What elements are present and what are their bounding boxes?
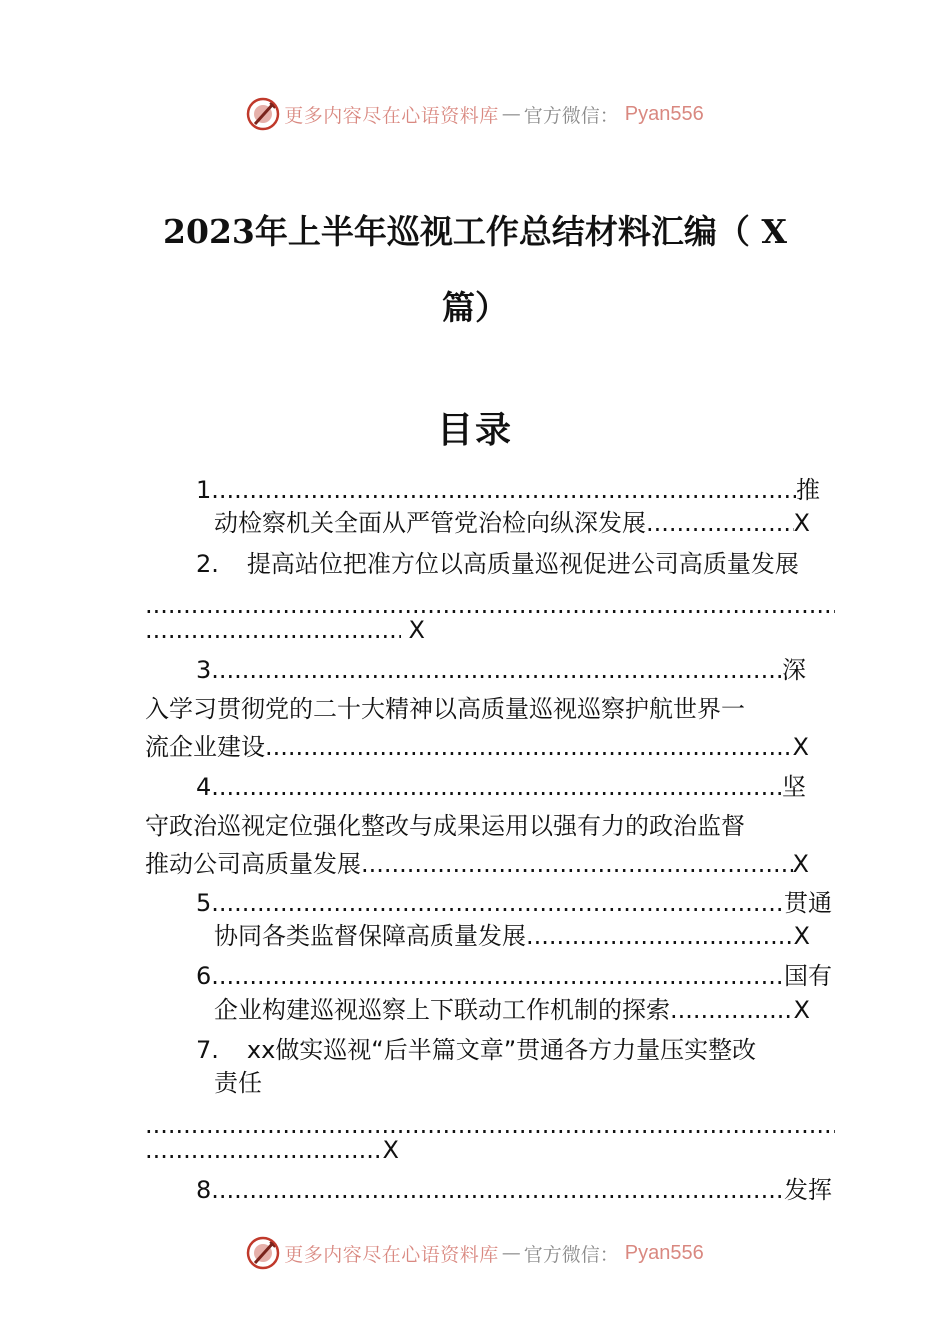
toc-title-part: 发挥	[784, 1176, 832, 1204]
toc-entry-2[interactable]	[196, 549, 846, 579]
toc-entry-6-cont[interactable]	[214, 995, 810, 1025]
banner-wechat-id: Pyan556	[624, 1241, 704, 1264]
toc-entry-5-cont[interactable]	[214, 921, 810, 951]
banner-wechat-id: Pyan556	[624, 102, 704, 125]
toc-title-part: xx做实巡视“后半篇文章”贯通各方力量压实整改	[246, 1036, 757, 1064]
toc-title-part: 动检察机关全面从严管党治检向纵深发展	[214, 509, 646, 537]
toc-entry-8[interactable]	[196, 1175, 832, 1205]
toc-number: 7.	[196, 1036, 219, 1064]
toc-entry-2-cont[interactable]	[145, 615, 425, 645]
toc-leader	[361, 849, 793, 879]
toc-leader	[526, 921, 794, 951]
toc-entry-1[interactable]	[196, 475, 820, 505]
toc-leader	[646, 508, 794, 538]
footer-watermark-banner	[0, 1231, 950, 1275]
toc-number: 4	[196, 773, 212, 801]
toc-title-part: 企业构建巡视巡察上下联动工作机制的探索	[214, 996, 670, 1024]
toc-entry-1-cont[interactable]	[214, 508, 810, 538]
toc-leader	[211, 772, 782, 802]
toc-title-part: 坚	[782, 773, 806, 801]
toc-entry-4-end[interactable]	[145, 849, 809, 879]
toc-heading: 目录	[436, 410, 513, 451]
toc-leader	[211, 961, 784, 991]
toc-leader	[145, 1135, 383, 1165]
toc-title-part: 守政治巡视定位强化整改与成果运用以强有力的政治监督	[145, 812, 745, 840]
toc-page-number: X	[792, 733, 809, 761]
header-watermark-banner	[0, 92, 950, 136]
toc-page-number: X	[792, 850, 809, 878]
toc-number: 6	[196, 962, 212, 990]
banner-dash: —	[501, 1242, 521, 1264]
toc-title-part: 流企业建设	[145, 733, 265, 761]
toc-title-part: 协同各类监督保障高质量发展	[214, 922, 526, 950]
toc-leader	[211, 1175, 784, 1205]
toc-entry-3-cont[interactable]	[145, 694, 805, 724]
toc-page-number: X	[793, 509, 810, 537]
toc-page-number: X	[408, 616, 425, 644]
toc-title-part: 推动公司高质量发展	[145, 850, 361, 878]
toc-entry-5[interactable]	[196, 888, 832, 918]
toc-page-number: X	[793, 996, 810, 1024]
toc-title-part: 入学习贯彻党的二十大精神以高质量巡视巡察护航世界一	[145, 695, 745, 723]
banner-text: 更多内容尽在心语资料库	[284, 1243, 499, 1266]
toc-title-part: 深	[782, 656, 806, 684]
toc-number: 5	[196, 889, 212, 917]
toc-title-part: 国有	[784, 962, 832, 990]
toc-number: 2.	[196, 550, 219, 578]
toc-leader	[265, 732, 793, 762]
toc-entry-4-cont[interactable]	[145, 811, 805, 841]
toc-title-part: 责任	[214, 1069, 262, 1097]
toc-entry-3[interactable]	[196, 655, 806, 685]
toc-leader	[211, 888, 784, 918]
toc-leader	[211, 475, 796, 505]
toc-entry-6[interactable]	[196, 961, 832, 991]
toc-title-part: 贯通	[784, 889, 832, 917]
banner-dash: —	[501, 103, 521, 125]
banner-wechat-label: 官方微信：	[523, 1243, 619, 1266]
toc-leader	[211, 655, 782, 685]
toc-entry-3-end[interactable]	[145, 732, 809, 762]
toc-entry-4[interactable]	[196, 772, 806, 802]
toc-entry-7[interactable]	[196, 1035, 836, 1065]
toc-leader	[145, 615, 401, 645]
banner-wechat-label: 官方微信：	[523, 104, 619, 127]
toc-number: 8	[196, 1176, 212, 1204]
banner-text: 更多内容尽在心语资料库	[284, 104, 499, 127]
toc-number: 1	[196, 476, 212, 504]
pen-logo-icon	[246, 1236, 280, 1270]
toc-page-number: X	[793, 922, 810, 950]
document-title-line1: 2023年上半年巡视工作总结材料汇编（ X	[163, 212, 787, 251]
pen-logo-icon	[246, 97, 280, 131]
toc-title-part: 推	[796, 476, 820, 504]
toc-entry-7-cont[interactable]	[214, 1068, 514, 1098]
document-title-line2: 篇）	[442, 288, 508, 327]
toc-number: 3	[196, 656, 212, 684]
toc-entry-7-end[interactable]	[145, 1135, 399, 1165]
toc-leader	[670, 995, 794, 1025]
toc-page-number: X	[382, 1136, 399, 1164]
toc-title-part: 提高站位把准方位以高质量巡视促进公司高质量发展	[246, 550, 799, 578]
